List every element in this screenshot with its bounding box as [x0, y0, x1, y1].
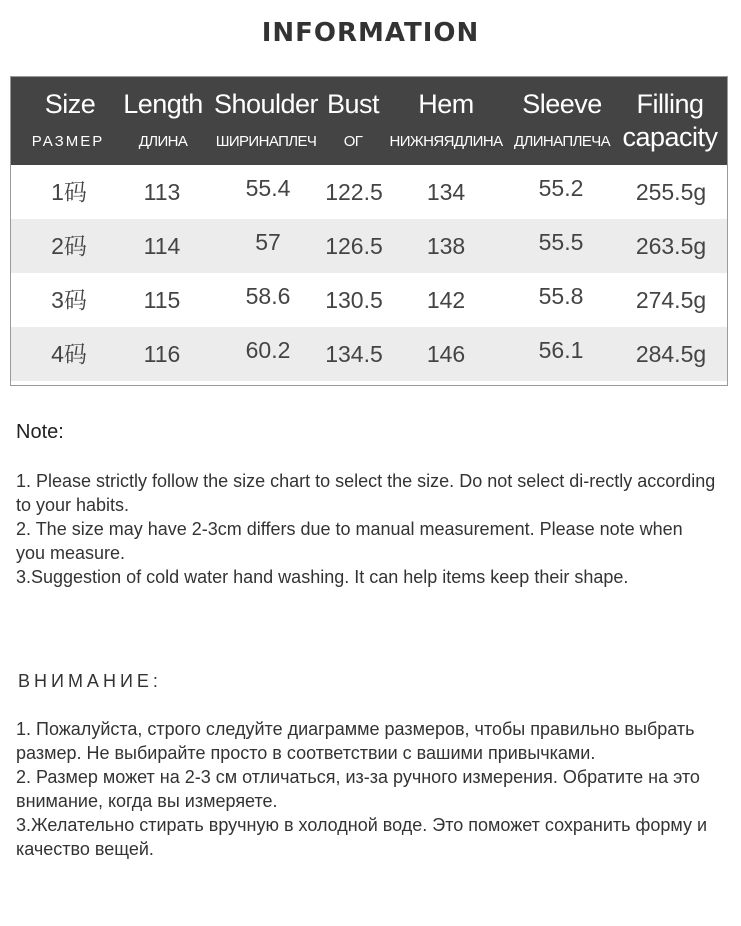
cell-bust: 130.5 — [325, 287, 383, 313]
cell-filling: 274.5g — [635, 287, 707, 313]
cell-size: 3码 — [51, 287, 87, 313]
page-title: INFORMATION — [261, 18, 480, 48]
header-shoulder-ru: ШИРИНАПЛЕЧ — [215, 133, 317, 150]
cell-shoulder: 57 — [255, 229, 281, 255]
cell-filling: 263.5g — [635, 233, 707, 259]
cell-length: 113 — [143, 179, 181, 205]
vnimanie-item-1: 1. Пожалуйста, строго следуйте диаграмме размеров, чтобы правильно выбрать размер. Не выбирайте просто в соответствии с вашими привычками. — [16, 719, 695, 763]
header-hem — [385, 77, 507, 165]
header-bust — [321, 77, 385, 165]
table-row — [11, 273, 727, 327]
cell-bust: 134.5 — [325, 341, 383, 367]
table-row — [11, 165, 727, 219]
header-sleeve-ru: ДЛИНАПЛЕЧА — [513, 133, 611, 150]
header-sleeve-en: Sleeve — [522, 89, 602, 119]
cell-hem: 142 — [426, 287, 466, 313]
cell-size: 2码 — [51, 233, 87, 259]
cell-length: 116 — [143, 341, 181, 367]
header-size-en: Size — [44, 89, 96, 119]
cell-bust: 126.5 — [325, 233, 383, 259]
note-item-3: 3.Suggestion of cold water hand washing. It can help items keep their shape. — [16, 567, 629, 587]
cell-sleeve: 55.5 — [538, 229, 584, 255]
note-item-2: 2. The size may have 2-3cm differs due to manual measurement. Please note when you measure. — [16, 519, 683, 563]
header-shoulder-en: Shoulder — [213, 89, 319, 119]
cell-length: 114 — [143, 233, 181, 259]
cell-hem: 134 — [426, 179, 466, 205]
cell-bust: 122.5 — [325, 179, 383, 205]
size-chart-table — [10, 76, 728, 386]
header-length-en: Length — [123, 89, 203, 119]
cell-shoulder: 60.2 — [245, 337, 291, 363]
cell-size: 4码 — [51, 341, 87, 367]
header-filling — [615, 77, 725, 165]
header-size — [11, 77, 121, 165]
header-filling-en2: capacity — [622, 122, 718, 152]
header-bust-ru: ОГ — [343, 133, 363, 150]
header-shoulder — [209, 77, 323, 165]
vnimanie-heading: ВНИМАНИЕ: — [18, 671, 162, 691]
table-header — [11, 77, 727, 165]
cell-sleeve: 56.1 — [538, 337, 584, 363]
cell-hem: 138 — [426, 233, 466, 259]
cell-shoulder: 55.4 — [245, 175, 291, 201]
vnimanie-item-3: 3.Желательно стирать вручную в холодной воде. Это поможет сохранить форму и качество вещей. — [16, 815, 708, 859]
note-heading: Note: — [16, 421, 64, 443]
header-sleeve — [507, 77, 617, 165]
header-filling-en: Filling — [636, 89, 704, 119]
header-bust-en: Bust — [326, 89, 380, 119]
cell-sleeve: 55.8 — [538, 283, 584, 309]
cell-hem: 146 — [426, 341, 466, 367]
header-hem-en: Hem — [418, 89, 474, 119]
cell-sleeve: 55.2 — [538, 175, 584, 201]
cell-length: 115 — [143, 287, 181, 313]
header-length — [115, 77, 211, 165]
table-row — [11, 327, 727, 381]
vnimanie-item-2: 2. Размер может на 2-3 см отличаться, из-за ручного измерения. Обратите на это внимание, когда вы измеряете. — [16, 767, 700, 811]
header-size-ru: РАЗМЕР — [31, 133, 105, 150]
note-list — [16, 469, 716, 589]
note-item-1: 1. Please strictly follow the size chart to select the size. Do not select di-rectly according to your habits. — [16, 471, 716, 515]
vnimanie-list — [16, 717, 726, 861]
table-row — [11, 219, 727, 273]
cell-filling: 255.5g — [635, 179, 707, 205]
cell-shoulder: 58.6 — [245, 283, 291, 309]
cell-size: 1码 — [51, 179, 87, 205]
header-hem-ru: НИЖНЯЯДЛИНА — [389, 133, 503, 150]
header-length-ru: ДЛИНА — [138, 133, 188, 150]
cell-filling: 284.5g — [635, 341, 707, 367]
